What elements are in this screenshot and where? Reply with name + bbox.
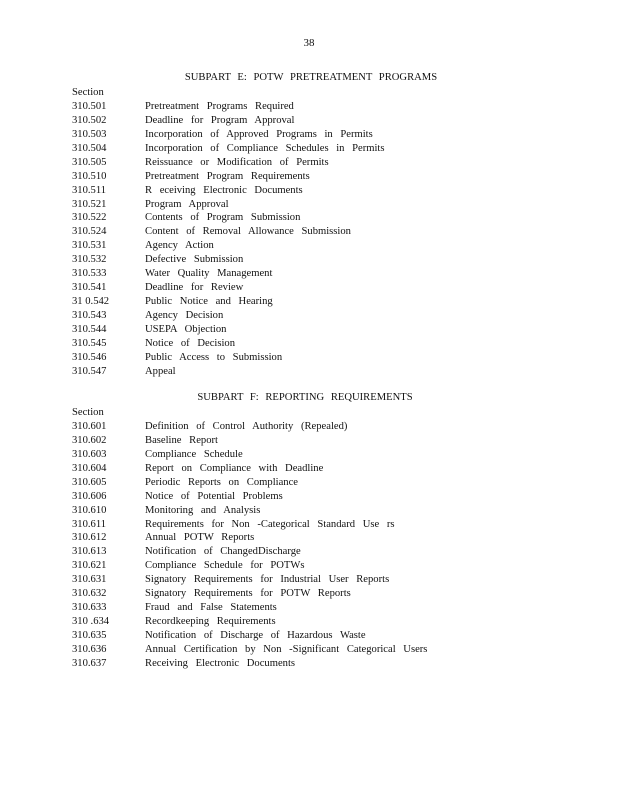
section-title: Program Approval	[145, 198, 229, 210]
section-number: 310.631	[72, 574, 107, 586]
section-entry	[72, 365, 552, 379]
section-number: 310.524	[72, 226, 107, 238]
section-number: 310.633	[72, 602, 107, 614]
section-title: Notice of Decision	[145, 337, 236, 349]
section-number: 310.543	[72, 310, 107, 321]
section-number: 310.521	[72, 198, 107, 210]
section-number: 310.603	[72, 448, 107, 460]
section-number: 310.601	[72, 420, 107, 432]
section-number: 310.637	[72, 657, 107, 669]
section-number: 310.604	[72, 462, 107, 474]
section-title: Receiving Electronic Documents	[145, 657, 296, 669]
section-number: 310.547	[72, 365, 107, 377]
section-entry	[72, 615, 552, 629]
section-entry	[72, 184, 552, 198]
section-number: 310.533	[72, 268, 107, 280]
section-title: Signatory Requirements for POTW Reports	[145, 588, 351, 600]
section-title: Contents of Program Submission	[145, 212, 301, 224]
section-title: R eceiving Electronic Documents	[145, 184, 303, 196]
section-number: 310.503	[72, 128, 107, 140]
section-label: Section	[72, 87, 104, 98]
section-entry	[72, 295, 552, 309]
section-entry	[72, 128, 552, 142]
section-title: Annual POTW Reports	[145, 532, 255, 544]
section-entry	[72, 114, 552, 128]
section-entry	[72, 142, 552, 156]
section-title: Public Notice and Hearing	[145, 296, 273, 308]
section-number: 310.606	[72, 490, 107, 502]
section-title: Appeal	[145, 365, 176, 377]
section-number: 310.635	[72, 630, 107, 641]
section-title: Agency Action	[145, 240, 214, 252]
section-entry	[72, 601, 552, 615]
section-title: Deadline for Review	[145, 282, 244, 294]
section-title: Definition of Control Authority (Repealed)	[145, 420, 348, 432]
section-number: 310.544	[72, 323, 107, 335]
section-entry	[72, 545, 552, 559]
section-number: 310.505	[72, 156, 107, 168]
section-title: Deadline for Program Approval	[145, 114, 295, 126]
section-entry	[72, 170, 552, 184]
section-entry	[72, 337, 552, 351]
section-title: Pretreatment Programs Required	[145, 100, 294, 112]
section-title: Notice of Potential Problems	[145, 490, 283, 502]
section-title: Reissuance or Modification of Permits	[145, 156, 329, 168]
section-number: 310.504	[72, 142, 107, 154]
section-number: 310.501	[72, 100, 107, 112]
section-title: Incorporation of Compliance Schedules in Permits	[145, 142, 385, 154]
section-number: 310.532	[72, 254, 107, 266]
section-number: 310.610	[72, 504, 107, 516]
section-entry	[72, 657, 552, 671]
section-number: 31 0.542	[72, 296, 110, 308]
section-number: 310.602	[72, 434, 107, 446]
section-title: Fraud and False Statements	[145, 602, 277, 614]
section-number: 310.531	[72, 240, 107, 252]
subpart-e-section-list	[72, 86, 552, 379]
subpart-f-section-list	[72, 406, 552, 671]
section-number: 310.546	[72, 351, 107, 363]
section-entry	[72, 518, 552, 532]
section-column-label	[72, 406, 552, 420]
section-entry	[72, 198, 552, 212]
section-title: Compliance Schedule for POTWs	[145, 560, 305, 572]
section-entry	[72, 267, 552, 281]
section-title: Monitoring and Analysis	[145, 504, 261, 516]
section-title: Notification of ChangedDischarge	[145, 546, 301, 558]
page-number: 38	[303, 37, 315, 49]
section-title: Requirements for Non -Categorical Standard Use rs	[145, 518, 395, 530]
section-entry	[72, 239, 552, 253]
section-entry	[72, 643, 552, 657]
section-entry	[72, 434, 552, 448]
section-entry	[72, 323, 552, 337]
section-column-label	[72, 86, 552, 100]
section-title: Recordkeeping Requirements	[145, 616, 276, 628]
section-number: 310.522	[72, 212, 107, 224]
section-number: 310.621	[72, 560, 107, 572]
section-entry	[72, 211, 552, 225]
section-number: 310.511	[72, 184, 107, 196]
section-title: Content of Removal Allowance Submission	[145, 226, 351, 238]
section-entry	[72, 309, 552, 323]
section-entry	[72, 462, 552, 476]
section-title: Defective Submission	[145, 254, 244, 266]
section-number: 310.605	[72, 476, 107, 488]
section-title: Annual Certification by Non -Significant Categorical Users	[145, 643, 428, 655]
section-title: Compliance Schedule	[145, 448, 243, 460]
section-title: Periodic Reports on Compliance	[145, 476, 298, 488]
section-title: Water Quality Management	[145, 268, 273, 280]
section-number: 310.636	[72, 643, 107, 655]
section-number: 310.632	[72, 588, 107, 600]
section-number: 310.612	[72, 532, 107, 544]
section-entry	[72, 490, 552, 504]
section-entry	[72, 253, 552, 267]
section-title: Notification of Discharge of Hazardous Waste	[145, 630, 366, 641]
section-entry	[72, 476, 552, 490]
section-title: Pretreatment Program Requirements	[145, 170, 310, 182]
section-entry	[72, 504, 552, 518]
section-entry	[72, 531, 552, 545]
section-title: Agency Decision	[145, 310, 224, 321]
section-entry	[72, 573, 552, 587]
section-entry	[72, 587, 552, 601]
section-entry	[72, 225, 552, 239]
section-title: USEPA Objection	[145, 323, 227, 335]
section-number: 310.611	[72, 518, 107, 530]
section-entry	[72, 629, 552, 643]
section-title: Baseline Report	[145, 434, 218, 446]
section-entry	[72, 100, 552, 114]
section-number: 310.613	[72, 546, 107, 558]
section-entry	[72, 351, 552, 365]
section-number: 310.541	[72, 282, 107, 294]
section-entry	[72, 448, 552, 462]
subpart-f-heading: SUBPART F: REPORTING REQUIREMENTS	[197, 392, 413, 403]
section-number: 310 .634	[72, 616, 110, 628]
subpart-e-heading: SUBPART E: POTW PRETREATMENT PROGRAMS	[184, 72, 438, 83]
section-entry	[72, 420, 552, 434]
section-title: Signatory Requirements for Industrial User Reports	[145, 574, 390, 586]
section-title: Public Access to Submission	[145, 351, 283, 363]
section-title: Report on Compliance with Deadline	[145, 462, 324, 474]
section-number: 310.510	[72, 170, 107, 182]
section-number: 310.502	[72, 114, 107, 126]
section-entry	[72, 156, 552, 170]
section-title: Incorporation of Approved Programs in Permits	[145, 128, 373, 140]
section-label: Section	[72, 407, 104, 418]
section-entry	[72, 559, 552, 573]
section-number: 310.545	[72, 337, 107, 349]
section-entry	[72, 281, 552, 295]
